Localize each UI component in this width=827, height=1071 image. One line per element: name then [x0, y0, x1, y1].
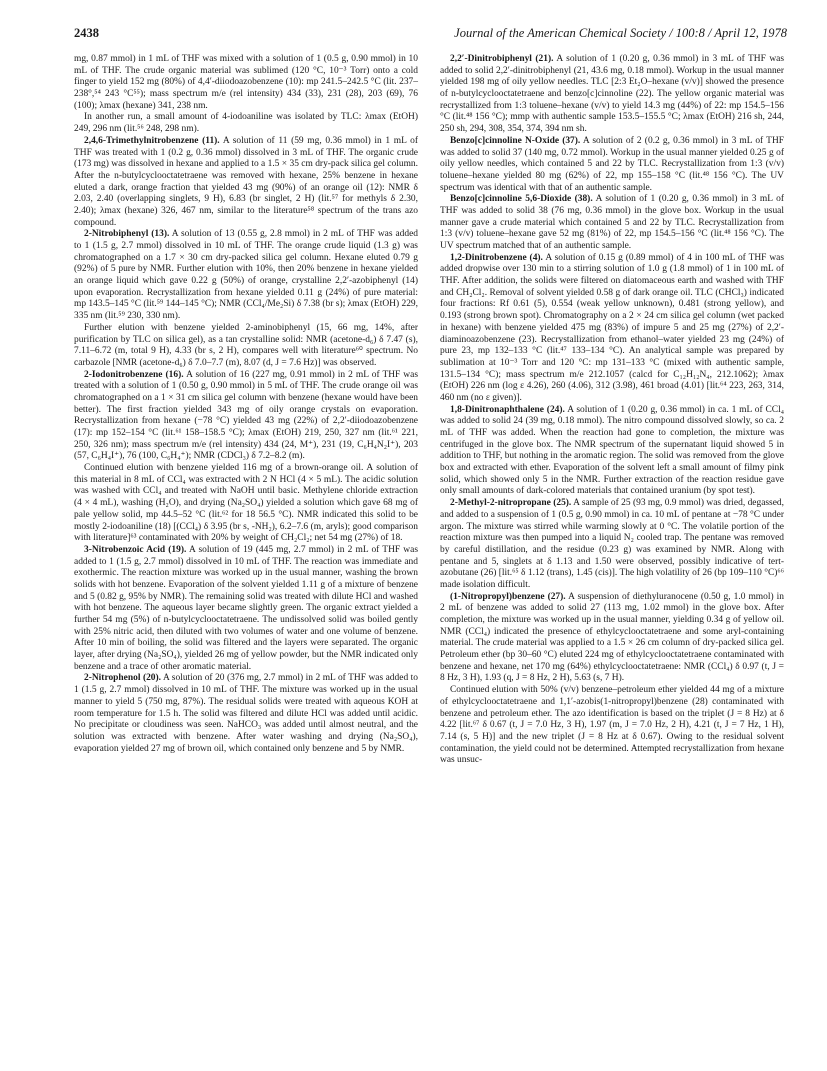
paragraph — [440, 253, 784, 405]
left-column — [74, 54, 418, 755]
paragraph — [440, 592, 784, 686]
paragraph-text: A solution of 11 (59 mg, 0.36 mmol) in 1 mL of THF was treated with 1 (0.2 g, 0.36 mmol) dissolved in 3 mL of THF. The organic crude (173 mg) was dissolved in hexane and applied to a 1.5 × 35 cm dry-pack silica gel column. After the n-butylcyclooctatetraene was removed with hexane, 25% benzene in hexane eluted a dark, orange fraction that yielded 43 mg (90%) of an orange oil (12): NMR δ 2.03, 2.40 (overlapping singlets, 9 H), 6.83 (br singlet, 2 H) (lit.⁵⁷ for methyls δ 2.30, 2.40); λmax (hexane) 326, 467 nm, similar to the literature⁵⁸ spectrum of the trans azo compound. — [74, 135, 418, 228]
paragraph-text: A solution of 13 (0.55 g, 2.8 mmol) in 2 mL of THF was added to 1 (1.5 g, 2.7 mmol) dissolved in 10 mL of THF. The orange crude liquid (1.3 g) was chromatographed on a 1.7 × 30 cm dry-packed silica gel column. Hexane eluted 0.79 g (92%) of 5 pure by NMR. Further elution with 10%, then 20% benzene in hexane yielded an orange liquid which gave 0.22 g (50%) of orange, crystalline 2,2′-azobiphenyl (14) upon evaporation. Recrystallization from hexane yielded 0.11 g (24%) of pure material: mp 143.5–145 °C (lit.⁵⁹ 144–145 °C); NMR (CCl₄/Me₂Si) δ 7.38 (br s); λmax (EtOH) 229, 335 nm (lit.⁵⁹ 230, 330 nm). — [74, 229, 418, 322]
paragraph — [74, 323, 418, 370]
paragraph-heading: 2-Iodonitrobenzene (16). — [84, 369, 184, 380]
paragraph — [74, 112, 418, 135]
paragraph-heading: Benzo[c]cinnoline N-Oxide (37). — [450, 135, 581, 146]
paragraph-text: A suspension of diethyluranocene (0.50 g, 1.0 mmol) in 2 mL of benzene was added to solid 27 (113 mg, 1.02 mmol) in the glove box. After completion, the mixture was worked up in the usual manner, yielding 0.34 g of yellow oil. NMR (CCl₄) indicated the presence of ethylcyclooctatetraene and some aryl-containing material. The crude material was applied to a 1.5 × 26 cm column of dry-packed silica gel. Petroleum ether (bp 30–60 °C) eluted 224 mg of ethylcyclooctatetraene contaminated with benzene and hexane, net 170 mg (64%) ethylcyclooctatetraene: NMR (CCl₄) δ 0.97 (t, J = 8 Hz, 3 H), 1.93 (q, J = 8 Hz, 2 H), 5.63 (s, 7 H). — [440, 591, 784, 684]
journal-citation: Journal of the American Chemical Society / 100:8 / April 12, 1978 — [454, 26, 787, 40]
paragraph-heading: 2-Nitrophenol (20). — [84, 673, 162, 684]
paragraph — [74, 463, 418, 545]
paragraph-text: A solution of 16 (227 mg, 0.91 mmol) in 2 mL of THF was treated with a solution of 1 (0.50 g, 0.90 mmol) in 5 mL of THF. The crude orange oil was chromatographed on a 1 × 31 cm silica gel column with benzene (hexane would have been better). The first fraction yielded 343 mg of oily orange crystals on evaporation. Recrystallization from hexane (−78 °C) yielded 43 mg (22%) of 2,2′-diiodoazobenzene (17): mp 152–154 °C (lit.⁶¹ 158–158.5 °C); λmax (EtOH) 219, 250, 327 nm (lit.⁶¹ 221, 250, 326 nm); mass spectrum m/e (rel intensity) 434 (24, M⁺), 231 (19, C₆H₄N₂I⁺), 203 (57, C₆H₄I⁺), 76 (100, C₆H₄⁺); NMR (CDCl₃) δ 7.2–8.2 (m). — [74, 369, 418, 462]
paragraph-heading: 2-Methyl-2-nitropropane (25). — [450, 498, 572, 509]
paragraph-text: A solution of 1 (0.20 g, 0.36 mmol) in 3 mL of THF was added to solid 2,2′-dinitrobiphenyl (21, 43.6 mg, 0.18 mmol). Workup in the usual manner yielded 198 mg of oily yellow needles. TLC [2:3 Et₂O–hexane (v/v)] showed the presence of n-butylcyclooctatetraene and benzo[c]cinnoline (22). The yellow organic material was recrystallized from 1:3 toluene–hexane (v/v) to yield 14.3 mg (44%) of 22: mp 154.5–156 °C (lit.⁴⁸ 156 °C); mmp with authentic sample 153.5–155.5 °C; λmax (EtOH) 216 sh, 244, 250 sh, 294, 308, 354, 374, 394 nm sh. — [440, 54, 784, 135]
paragraph-heading: 2,4,6-Trimethylnitrobenzene (11). — [84, 135, 220, 146]
paragraph — [74, 229, 418, 323]
paragraph — [440, 685, 784, 767]
paragraph-heading: Benzo[c]cinnoline 5,6-Dioxide (38). — [450, 194, 593, 205]
right-column — [440, 54, 784, 767]
paragraph-text: In another run, a small amount of 4-iodoaniline was isolated by TLC: λmax (EtOH) 249, 296 nm (lit.⁵⁶ 248, 298 nm). — [74, 112, 418, 135]
paragraph-heading: 1,2-Dinitrobenzene (4). — [450, 252, 543, 263]
paragraph — [440, 194, 784, 252]
paragraph-heading: 2-Nitrobiphenyl (13). — [84, 229, 170, 240]
paragraph-text: A solution of 0.15 g (0.89 mmol) of 4 in 100 mL of THF was added dropwise over 130 min to a stirring solution of 1.0 g (1.8 mmol) of 1 in 100 mL of THF. After addition, the solids were filtered on diatomaceous earth and washed with THF and CH₂Cl₂. Removal of solvent yielded 0.58 g of dark orange oil. TLC (CHCl₃) indicated four fractions: Rf 0.61 (5), 0.554 (weak yellow unknown), 0.481 (strong yellow), and 0.193 (strong brown spot). Chromatography on a 2 × 24 cm silica gel column (wet packed in hexane) with benzene yielded 475 mg (83%) of impure 5 and 25 mg (27%) of 2,2′-diaminoazobenzene (23). Recrystallization from ethanol–water yielded 23 mg (24%) of pure 23, mp 132–133 °C (lit.⁴⁷ 133–134 °C). An analytical sample was prepared by sublimation at 10⁻³ Torr and 120 °C: mp 131–133 °C (mixed with authentic sample, 131.5–134 °C); mass spectrum m/e 212.1057 (calcd for C₁₂H₁₂N₄, 212.1062); λmax (EtOH) 226 nm (log ε 4.26), 260 (4.06), 312 (3.98), 461 broad (4.01) [lit.⁶⁴ 223, 263, 314, 460 nm (no ε given)]. — [440, 252, 785, 403]
paragraph — [440, 498, 784, 592]
paragraph-text: A solution of 2 (0.2 g, 0.36 mmol) in 3 mL of THF was added to solid 37 (140 mg, 0.72 mmol). Workup in the usual manner yielded 0.25 g of oily yellow needles, which contained 5 and 22 by TLC. Recrystallization from 1:3 (v/v) toluene–hexane yielded 80 mg (62%) of 22, mp 155–158 °C (lit.⁴⁸ 156 °C). The UV spectrum was identical with that of an authentic sample. — [440, 135, 785, 193]
page-number: 2438 — [74, 26, 99, 40]
running-header — [74, 26, 787, 44]
paragraph-text: A solution of 20 (376 mg, 2.7 mmol) in 2 mL of THF was added to 1 (1.5 g, 2.7 mmol) dissolved in 10 mL of THF. The mixture was worked up in the usual manner to yield 5 (750 mg, 87%). The residual solids were treated with aqueous KOH at room temperature for 1.5 h. The solid was filtered and dilute HCl was added until acidic. No precipitate or cloudiness was seen. NaHCO₃ was added until almost neutral, and the solution was extracted with benzene. After water washing and drying (Na₂SO₄), evaporation yielded 27 mg of brown oil, which contained only benzene and 5 by NMR. — [74, 673, 418, 754]
paragraph — [74, 370, 418, 464]
paragraph-text: A solution of 1 (0.20 g, 0.36 mmol) in 3 mL of THF was added to solid 38 (76 mg, 0.36 mmol) in the glove box. Workup in the usual manner gave a crude material which contained 5 and 22 by TLC. Recrystallization from 1:3 (v/v) toluene–hexane gave 52 mg (81%) of 22, mp 154.5–156 °C (lit.⁴⁸ 156 °C). The UV spectrum matched that of an authentic sample. — [440, 194, 784, 251]
paragraph-text: Further elution with benzene yielded 2-aminobiphenyl (15, 66 mg, 14%, after purification by TLC on silica gel), as a tan crystalline solid: NMR (acetone-d₆) δ 7.47 (s), 7.11–6.72 (m, total 9 H), 4.33 (br s, 2 H), compares well with literature⁶⁰ spectrum. No carbazole [NMR (acetone-d₆) δ 7.0–7.7 (m), 8.07 (d, J = 7.6 Hz)] was observed. — [74, 322, 418, 368]
paragraph-text: A solution of 19 (445 mg, 2.7 mmol) in 2 mL of THF was added to 1 (1.5 g, 2.7 mmol) dissolved in 10 mL of THF. The reaction was immediate and exothermic. The reaction mixture was worked up in the usual manner, washing the brown solids with hot benzene. Evaporation of the solvent yielded 1.11 g of a mixture of benzene and 5 (0.82 g, 95% by NMR). The remaining solid was treated with dilute HCl and washed with hot benzene. The aqueous layer became slightly green. The organic extract yielded a further 54 mg (5%) of n-butylcyclooctatetraene. The undissolved solid was boiled gently with 25% nitric acid, then diluted with two volumes of water and one volume of benzene. After 10 min of boiling, the solid was filtered and the layers were separated. The organic layer, after drying (Na₂SO₄), yielded 26 mg of yellow powder, but the NMR indicated only benzene and a trace of other aromatic material. — [74, 544, 418, 672]
paragraph-text: A solution of 1 (0.20 g, 0.36 mmol) in ca. 1 mL of CCl₄ was added to solid 24 (39 mg, 0.18 mmol). The nitro compound dissolved slowly, so ca. 2 mL of THF was added. When the reaction had gone to completion, the mixture was centrifuged in the glove box. The NMR spectrum of the supernatant liquid showed 5 in addition to THF, but nothing in the aromatic region. The solid was removed from the glove box and extracted with ether. Evaporation of the solvent left a small amount of filmy pink solid, which showed only 5 in the NMR. Further extraction of the reaction residue gave only small amounts of dark-colored materials that contained uranium (by spot test). — [440, 404, 784, 497]
paragraph — [74, 545, 418, 674]
paragraph-heading: 1,8-Dinitronaphthalene (24). — [450, 404, 565, 415]
paragraph — [74, 54, 418, 112]
paragraph-text: Continued elution with benzene yielded 116 mg of a brown-orange oil. A solution of this material in 8 mL of CCl₄ was extracted with 2 N HCl (4 × 5 mL). The acidic solution was washed with CCl₄ and treated with NaOH until basic. Methylene chloride extraction (4 × 4 mL), washing (H₂O), and drying (Na₂SO₄) yielded a solution which gave 68 mg of pale yellow solid, mp 44.5–52 °C (lit.⁶² for 18 56.5 °C). NMR indicated this solid to be mostly 2-iodoaniline (18) [(CCl₄) δ 3.95 (br s, -NH₂), 6.2–7.6 (m, aryls); good comparison with literature]⁶³ contaminated with 20% by weight of CH₂Cl₂; net 54 mg (27%) of 18. — [74, 463, 418, 544]
paragraph — [440, 405, 784, 499]
paragraph — [74, 673, 418, 755]
paragraph — [74, 136, 418, 230]
paragraph-heading: 2,2′-Dinitrobiphenyl (21). — [450, 54, 554, 64]
paragraph-text: Continued elution with 50% (v/v) benzene–petroleum ether yielded 44 mg of a mixture of ethylcyclooctatetraene and 1,1′-azobis(1-nitropropyl)benzene (28) contaminated with benzene and petroleum ether. The azo identification is based on the triplet (J = 8 Hz) at δ 4.22 [lit.⁶⁷ δ 0.67 (t, J = 7.0 Hz, 3 H), 1.97 (m, J = 7.0 Hz, 2 H), 4.21 (t, J = 7 Hz, 1 H), 7.14 (s, 5 H)] and the new triplet (J = 8 Hz at δ 0.67). Owing to the residual solvent contamination, the yield could not be determined. Attempted recrystallization from hexane was unsuc- — [440, 685, 784, 766]
paragraph-heading: 3-Nitrobenzoic Acid (19). — [84, 544, 187, 555]
paragraph — [440, 54, 784, 136]
paragraph — [440, 136, 784, 194]
paragraph-text: mg, 0.87 mmol) in 1 mL of THF was mixed with a solution of 1 (0.5 g, 0.90 mmol) in 10 mL of THF. The crude organic material was sublimed (120 °C, 10⁻³ Torr) onto a cold finger to yield 152 mg (80%) of 4,4′-diiodoazobenzene (10): mp 241.5–242.5 °C (lit. 237–238°,⁵⁴ 243 °C⁵⁵); mass spectrum m/e (rel intensity) 434 (33), 231 (28), 203 (69), 76 (100); λmax (hexane) 341, 238 nm. — [74, 54, 418, 111]
paragraph-text: A sample of 25 (93 mg, 0.9 mmol) was dried, degassed, and added to a suspension of 1 (0.5 g, 0.90 mmol) in ca. 10 mL of pentane at −78 °C under argon. The mixture was stirred while warming slowly at 0 °C. The volatile portion of the reaction mixture was then pumped into a liquid N₂ cooled trap. The pentane was removed by careful distillation, and the residue (0.23 g) was examined by NMR. Along with pentane and 5, singlets at δ 1.13 and 1.50 were observed, possibly indicative of tert-azobutane (26) [lit.⁶⁵ δ 1.12 (trans), 1.45 (cis)]. The high volatility of 26 (bp 109–110 °C)⁶⁶ made isolation difficult. — [440, 498, 784, 590]
paragraph-heading: (1-Nitropropyl)benzene (27). — [450, 591, 566, 602]
